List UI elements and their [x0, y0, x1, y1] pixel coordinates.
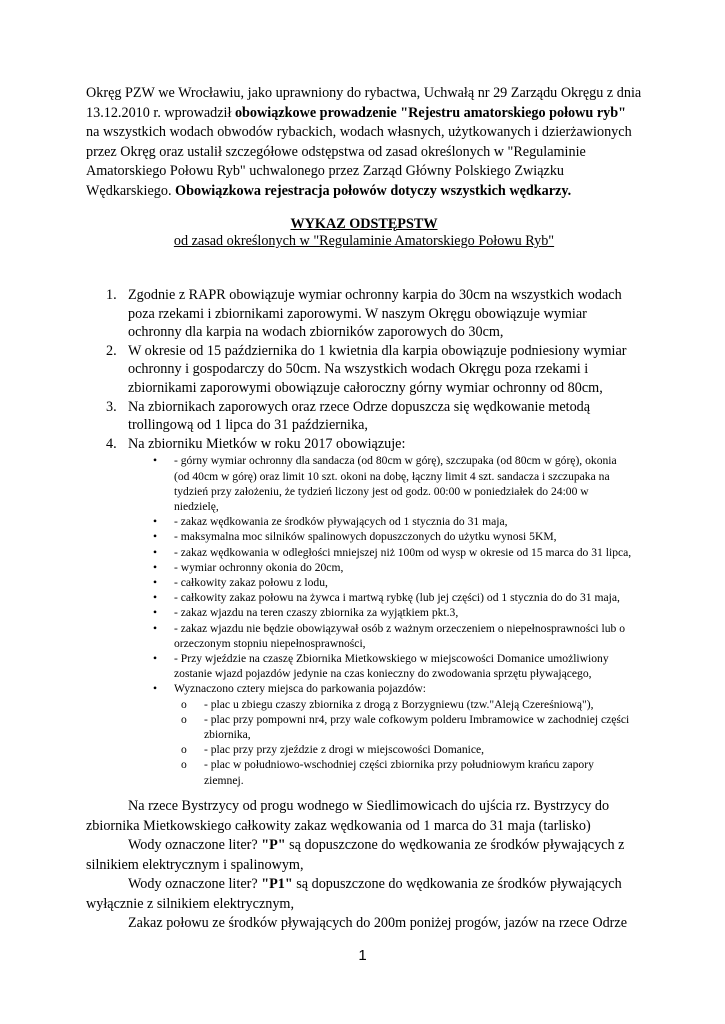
heading-title: WYKAZ ODSTĘPSTW — [290, 216, 438, 232]
exceptions-list — [106, 286, 633, 788]
rule-item — [153, 621, 633, 651]
intro-paragraph — [86, 84, 642, 201]
bullet-icon: • — [153, 545, 158, 559]
mietkow-rules-list — [128, 453, 633, 787]
rule-text: - całkowity zakaz połowu z lodu, — [174, 575, 328, 589]
list-item-2 — [106, 342, 633, 398]
p-waters-text-a: Wody oznaczone liter? — [128, 837, 262, 853]
list-number: 1. — [106, 287, 117, 303]
odra-paragraph: Zakaz połowu ze środków pływających do 200m poniżej progów, jazów na rzece Odrze — [128, 915, 628, 931]
section-heading — [86, 216, 642, 250]
rule-text: - górny wymiar ochronny dla sandacza (od 80cm w górę), szczupaka (od 80cm w górę), okonia (od 40cm w górę) oraz limit 10 szt. okoni na dobę, łączny limit 4 szt. sandacza i szczupaka na tydzień przy założeniu, że tydzień liczony jest od godz. 00:00 w poniedziałek do 24:00 w niedzielę, — [174, 454, 617, 513]
list-number: 4. — [106, 435, 117, 452]
list-item-text: Zgodnie z RAPR obowiązuje wymiar ochronny karpia do 30cm na wszystkich wodach poza rzekami i zbiornikami zaporowymi. W naszym Okręgu obowiązuje wymiar ochronny dla karpia na wodach zbiorników zaporowych do 30cm, — [128, 287, 622, 341]
bullet-icon: • — [153, 560, 158, 574]
bullet-icon: • — [153, 682, 158, 696]
rule-item — [153, 514, 633, 529]
bullet-icon: • — [153, 606, 158, 620]
p-waters-paragraph — [86, 836, 638, 875]
rule-text: - wymiar ochronny okonia do 20cm, — [174, 560, 344, 574]
rule-text: - zakaz wjazdu nie będzie obowiązywał osób z ważnym orzeczeniem o niepełnosprawności lub o orzeczonym stopniu niepełnosprawności, — [174, 621, 626, 650]
p1-waters-text-a: Wody oznaczone liter? — [128, 876, 262, 892]
additional-rules — [86, 797, 638, 934]
parking-item — [181, 742, 633, 757]
bullet-icon: • — [153, 621, 158, 635]
parking-text: - plac u zbiegu czaszy zbiornika z drogą z Borzygniewu (tzw."Aleją Czereśniową"), — [204, 697, 594, 711]
page-number: 1 — [358, 947, 367, 964]
rule-item-parking — [153, 681, 633, 787]
rule-item — [153, 651, 633, 681]
parking-places-list — [174, 697, 633, 788]
parking-item — [181, 757, 633, 787]
p1-waters-code: "P1" — [261, 876, 293, 892]
rule-text: - Przy wjeździe na czaszę Zbiornika Mietkowskiego w miejscowości Domanice umożliwiony zostanie wjazd pojazdów jedynie na czas konieczny do zwodowania sprzętu pływającego, — [174, 651, 609, 681]
rule-item — [153, 590, 633, 605]
rule-text: - zakaz wędkowania w odległości mniejszej niż 100m od wysp w okresie od 15 marca do 31 lipca, — [174, 545, 632, 559]
parking-text: - plac przy przy zjeździe z drogi w miejscowości Domanice, — [204, 743, 485, 757]
circle-bullet-icon: o — [181, 697, 187, 711]
rule-text: - zakaz wjazdu na teren czaszy zbiornika za wyjątkiem pkt.3, — [174, 606, 459, 620]
bullet-icon: • — [153, 454, 158, 468]
rule-text: - maksymalna moc silników spalinowych dopuszczonych do użytku wynosi 5KM, — [174, 530, 557, 544]
bullet-icon: • — [153, 530, 158, 544]
p-waters-text-c: są dopuszczone do wędkowania ze środków pływających z silnikiem elektrycznym i spalinowym, — [86, 837, 625, 873]
list-item-text: Na zbiornikach zaporowych oraz rzece Odrze dopuszcza się wędkowanie metodą trollingową od 1 lipca do 31 października, — [128, 398, 591, 434]
intro-bold-2: Obowiązkowa rejestracja połowów dotyczy wszystkich wędkarzy. — [175, 182, 572, 199]
circle-bullet-icon: o — [181, 743, 187, 757]
list-item-3 — [106, 398, 633, 435]
parking-item — [181, 712, 633, 742]
bystrzyca-paragraph: Na rzece Bystrzycy od progu wodnego w Siedlimowicach do ujścia rz. Bystrzycy do zbiornika Mietkowskiego całkowity zakaz wędkowania od 1 marca do 31 maja (tarlisko) — [86, 798, 610, 834]
list-item-4 — [106, 435, 633, 788]
bullet-icon: • — [153, 591, 158, 605]
rule-item — [153, 545, 633, 560]
circle-bullet-icon: o — [181, 758, 187, 772]
rule-item — [153, 453, 633, 514]
bullet-icon: • — [153, 575, 158, 589]
p1-waters-paragraph — [86, 875, 638, 914]
rule-item — [153, 560, 633, 575]
p-waters-code: "P" — [261, 837, 286, 853]
list-number: 2. — [106, 342, 117, 359]
p1-waters-text-c: są dopuszczone do wędkowania ze środków pływających wyłącznie z silnikiem elektrycznym, — [86, 876, 622, 912]
rule-text: Wyznaczono cztery miejsca do parkowania pojazdów: — [174, 682, 426, 696]
parking-item — [181, 697, 633, 712]
rule-item — [153, 575, 633, 590]
circle-bullet-icon: o — [181, 712, 187, 726]
bullet-icon: • — [153, 651, 158, 665]
rule-item — [153, 605, 633, 620]
intro-text-1: Okręg PZW we Wrocławiu, jako uprawniony do rybactwa, Uchwałą nr 29 Zarządu Okręgu z dnia 13.12.2010 r. wprowadził — [86, 85, 642, 121]
intro-bold-1: obowiązkowe prowadzenie "Rejestru amatorskiego połowu ryb" — [234, 104, 626, 121]
parking-text: - plac w południowo-wschodniej części zbiornika przy południowym krańcu zapory ziemnej. — [204, 758, 594, 787]
parking-text: - plac przy pompowni nr4, przy wale cofkowym polderu Imbramowice w zachodniej części zbiornika, — [204, 712, 630, 741]
list-item-text: Na zbiorniku Mietków w roku 2017 obowiązuje: — [128, 435, 406, 452]
intro-text-2: na wszystkich wodach obwodów rybackich, wodach własnych, użytkowanych i dzierżawionych przez Okręg oraz ustalił szczegółowe odstępstwa od zasad określonych w "Regulaminie Amatorskiego Połowu Ryb" uchwalonego przez Zarząd Główny Polskiego Związku Wędkarskiego. — [86, 124, 632, 199]
rule-text: - zakaz wędkowania ze środków pływających od 1 stycznia do 31 maja, — [174, 515, 508, 529]
list-item-text: W okresie od 15 października do 1 kwietnia dla karpia obowiązuje podniesiony wymiar ochronny i gospodarczy do 50cm. Na wszystkich wodach Okręgu poza rzekami i zbiornikami zaporowymi obowiązuje całoroczny górny wymiar ochronny od 80cm, — [128, 342, 627, 396]
list-number: 3. — [106, 398, 117, 415]
list-item-1 — [106, 286, 633, 342]
rule-text: - całkowity zakaz połowu na żywca i martwą rybkę (lub jej części) od 1 stycznia do do 31 maja, — [174, 591, 620, 605]
bullet-icon: • — [153, 515, 158, 529]
heading-subtitle: od zasad określonych w "Regulaminie Amatorskiego Połowu Ryb" — [173, 233, 555, 249]
rule-item — [153, 529, 633, 544]
